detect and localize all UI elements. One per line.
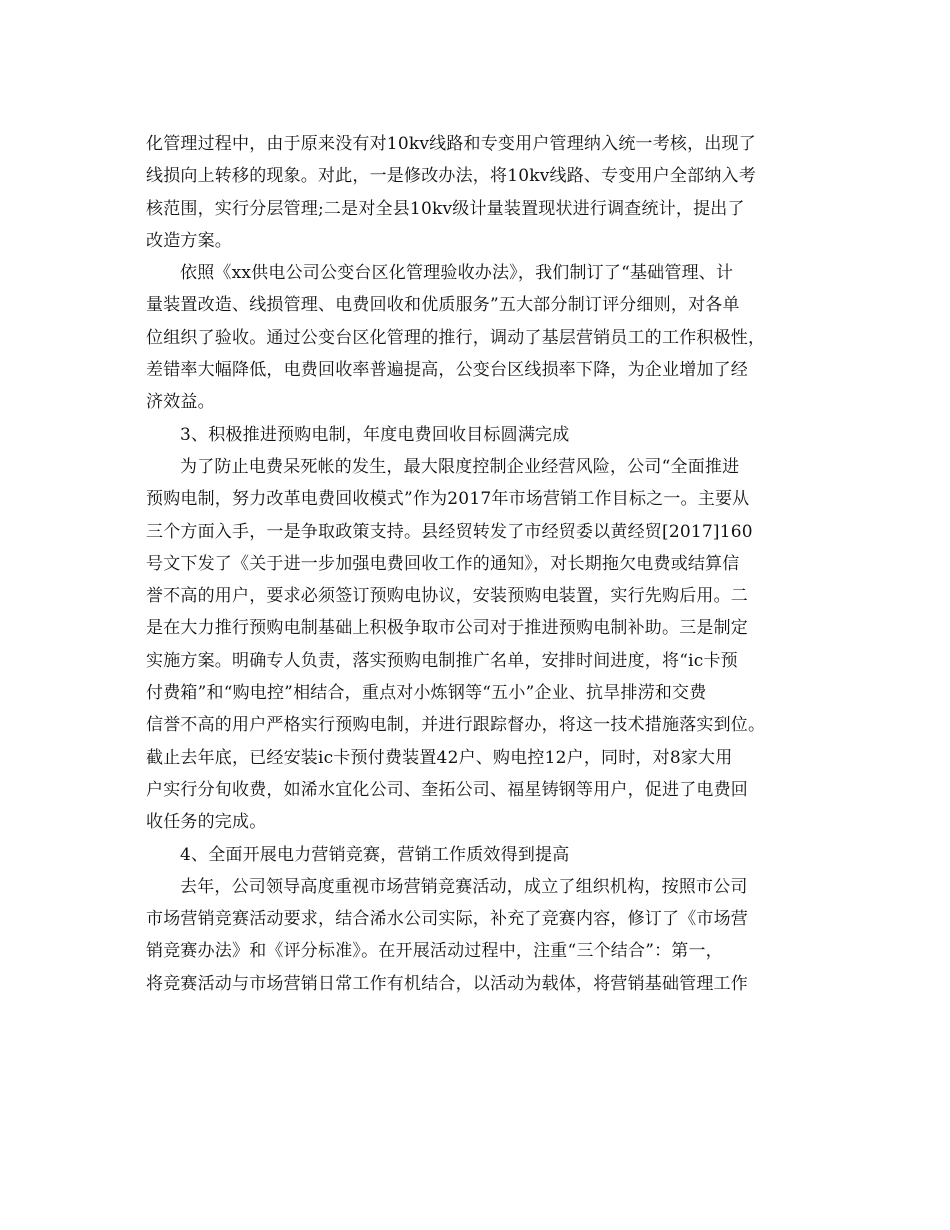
text-line: 预购电制，努力改革电费回收模式”作为2017年市场营销工作目标之一。主要从: [146, 489, 750, 510]
text-line: 量装置改造、线损管理、电费回收和优质服务”五大部分制订评分细则，对各单: [146, 295, 740, 316]
text-line: 截止去年底，已经安装ic卡预付费装置42户、购电控12户，同时，对8家大用: [146, 747, 733, 768]
paragraph-continuation: [146, 128, 806, 257]
text-line: 去年，公司领导高度重视市场营销竞赛活动，成立了组织机构，按照市公司: [180, 876, 748, 897]
paragraph-acceptance: [146, 257, 806, 418]
text-line: 为了防止电费呆死帐的发生，最大限度控制企业经营风险，公司“全面推进: [180, 456, 740, 477]
text-line: 线损向上转移的现象。对此，一是修改办法，将10kv线路、专变用户全部纳入考: [146, 166, 756, 187]
text-line: 改造方案。: [146, 230, 232, 251]
text-line: 市场营销竞赛活动要求，结合浠水公司实际，补充了竞赛内容，修订了《市场营: [146, 909, 748, 930]
text-line: 付费箱”和“购电控”相结合，重点对小炼钢等“五小”企业、抗旱排涝和交费: [146, 683, 707, 704]
text-line: 信誉不高的用户严格实行预购电制，并进行跟踪督办，将这一技术措施落实到位。: [146, 715, 766, 736]
text-line: 位组织了验收。通过公变台区化管理的推行，调动了基层营销员工的工作积极性，: [146, 327, 766, 348]
section-heading-4: [146, 839, 806, 871]
text-line: 是在大力推行预购电制基础上积极争取市公司对于推进预购电制补助。三是制定: [146, 618, 748, 639]
text-line: 号文下发了《关于进一步加强电费回收工作的通知》，对长期拖欠电费或结算信: [146, 553, 740, 574]
text-line: 将竞赛活动与市场营销日常工作有机结合，以活动为载体，将营销基础管理工作: [146, 973, 748, 994]
heading-line: 3、积极推进预购电制，年度电费回收目标圆满完成: [180, 424, 570, 445]
text-line: 实施方案。明确专人负责，落实预购电制推广名单，安排时间进度，将“ic卡预: [146, 650, 738, 671]
section-heading-3: [146, 419, 806, 451]
text-line: 三个方面入手，一是争取政策支持。县经贸转发了市经贸委以黄经贸[2017]160: [146, 521, 753, 542]
text-line: 誉不高的用户，要求必须签订预购电协议，安装预购电装置，实行先购后用。二: [146, 586, 748, 607]
document-body: [146, 128, 806, 1000]
paragraph-prepaid: [146, 451, 806, 839]
text-line: 核范围，实行分层管理;二是对全县10kv级计量装置现状进行调查统计，提出了: [146, 198, 745, 219]
text-line: 销竞赛办法》和《评分标准》。在开展活动过程中，注重“三个结合”：第一，: [146, 941, 723, 962]
text-line: 依照《xx供电公司公变台区化管理验收办法》，我们制订了“基础管理、计: [180, 263, 734, 284]
heading-line: 4、全面开展电力营销竞赛，营销工作质效得到提高: [180, 844, 570, 865]
text-line: 收任务的完成。: [146, 812, 267, 833]
text-line: 济效益。: [146, 392, 215, 413]
text-line: 化管理过程中，由于原来没有对10kv线路和专变用户管理纳入统一考核，出现了: [146, 134, 756, 154]
text-line: 差错率大幅降低，电费回收率普遍提高，公变台区线损率下降，为企业增加了经: [146, 360, 748, 381]
paragraph-competition: [146, 871, 806, 1000]
text-line: 户实行分旬收费，如浠水宜化公司、奎拓公司、福星铸钢等用户，促进了电费回: [146, 779, 748, 800]
